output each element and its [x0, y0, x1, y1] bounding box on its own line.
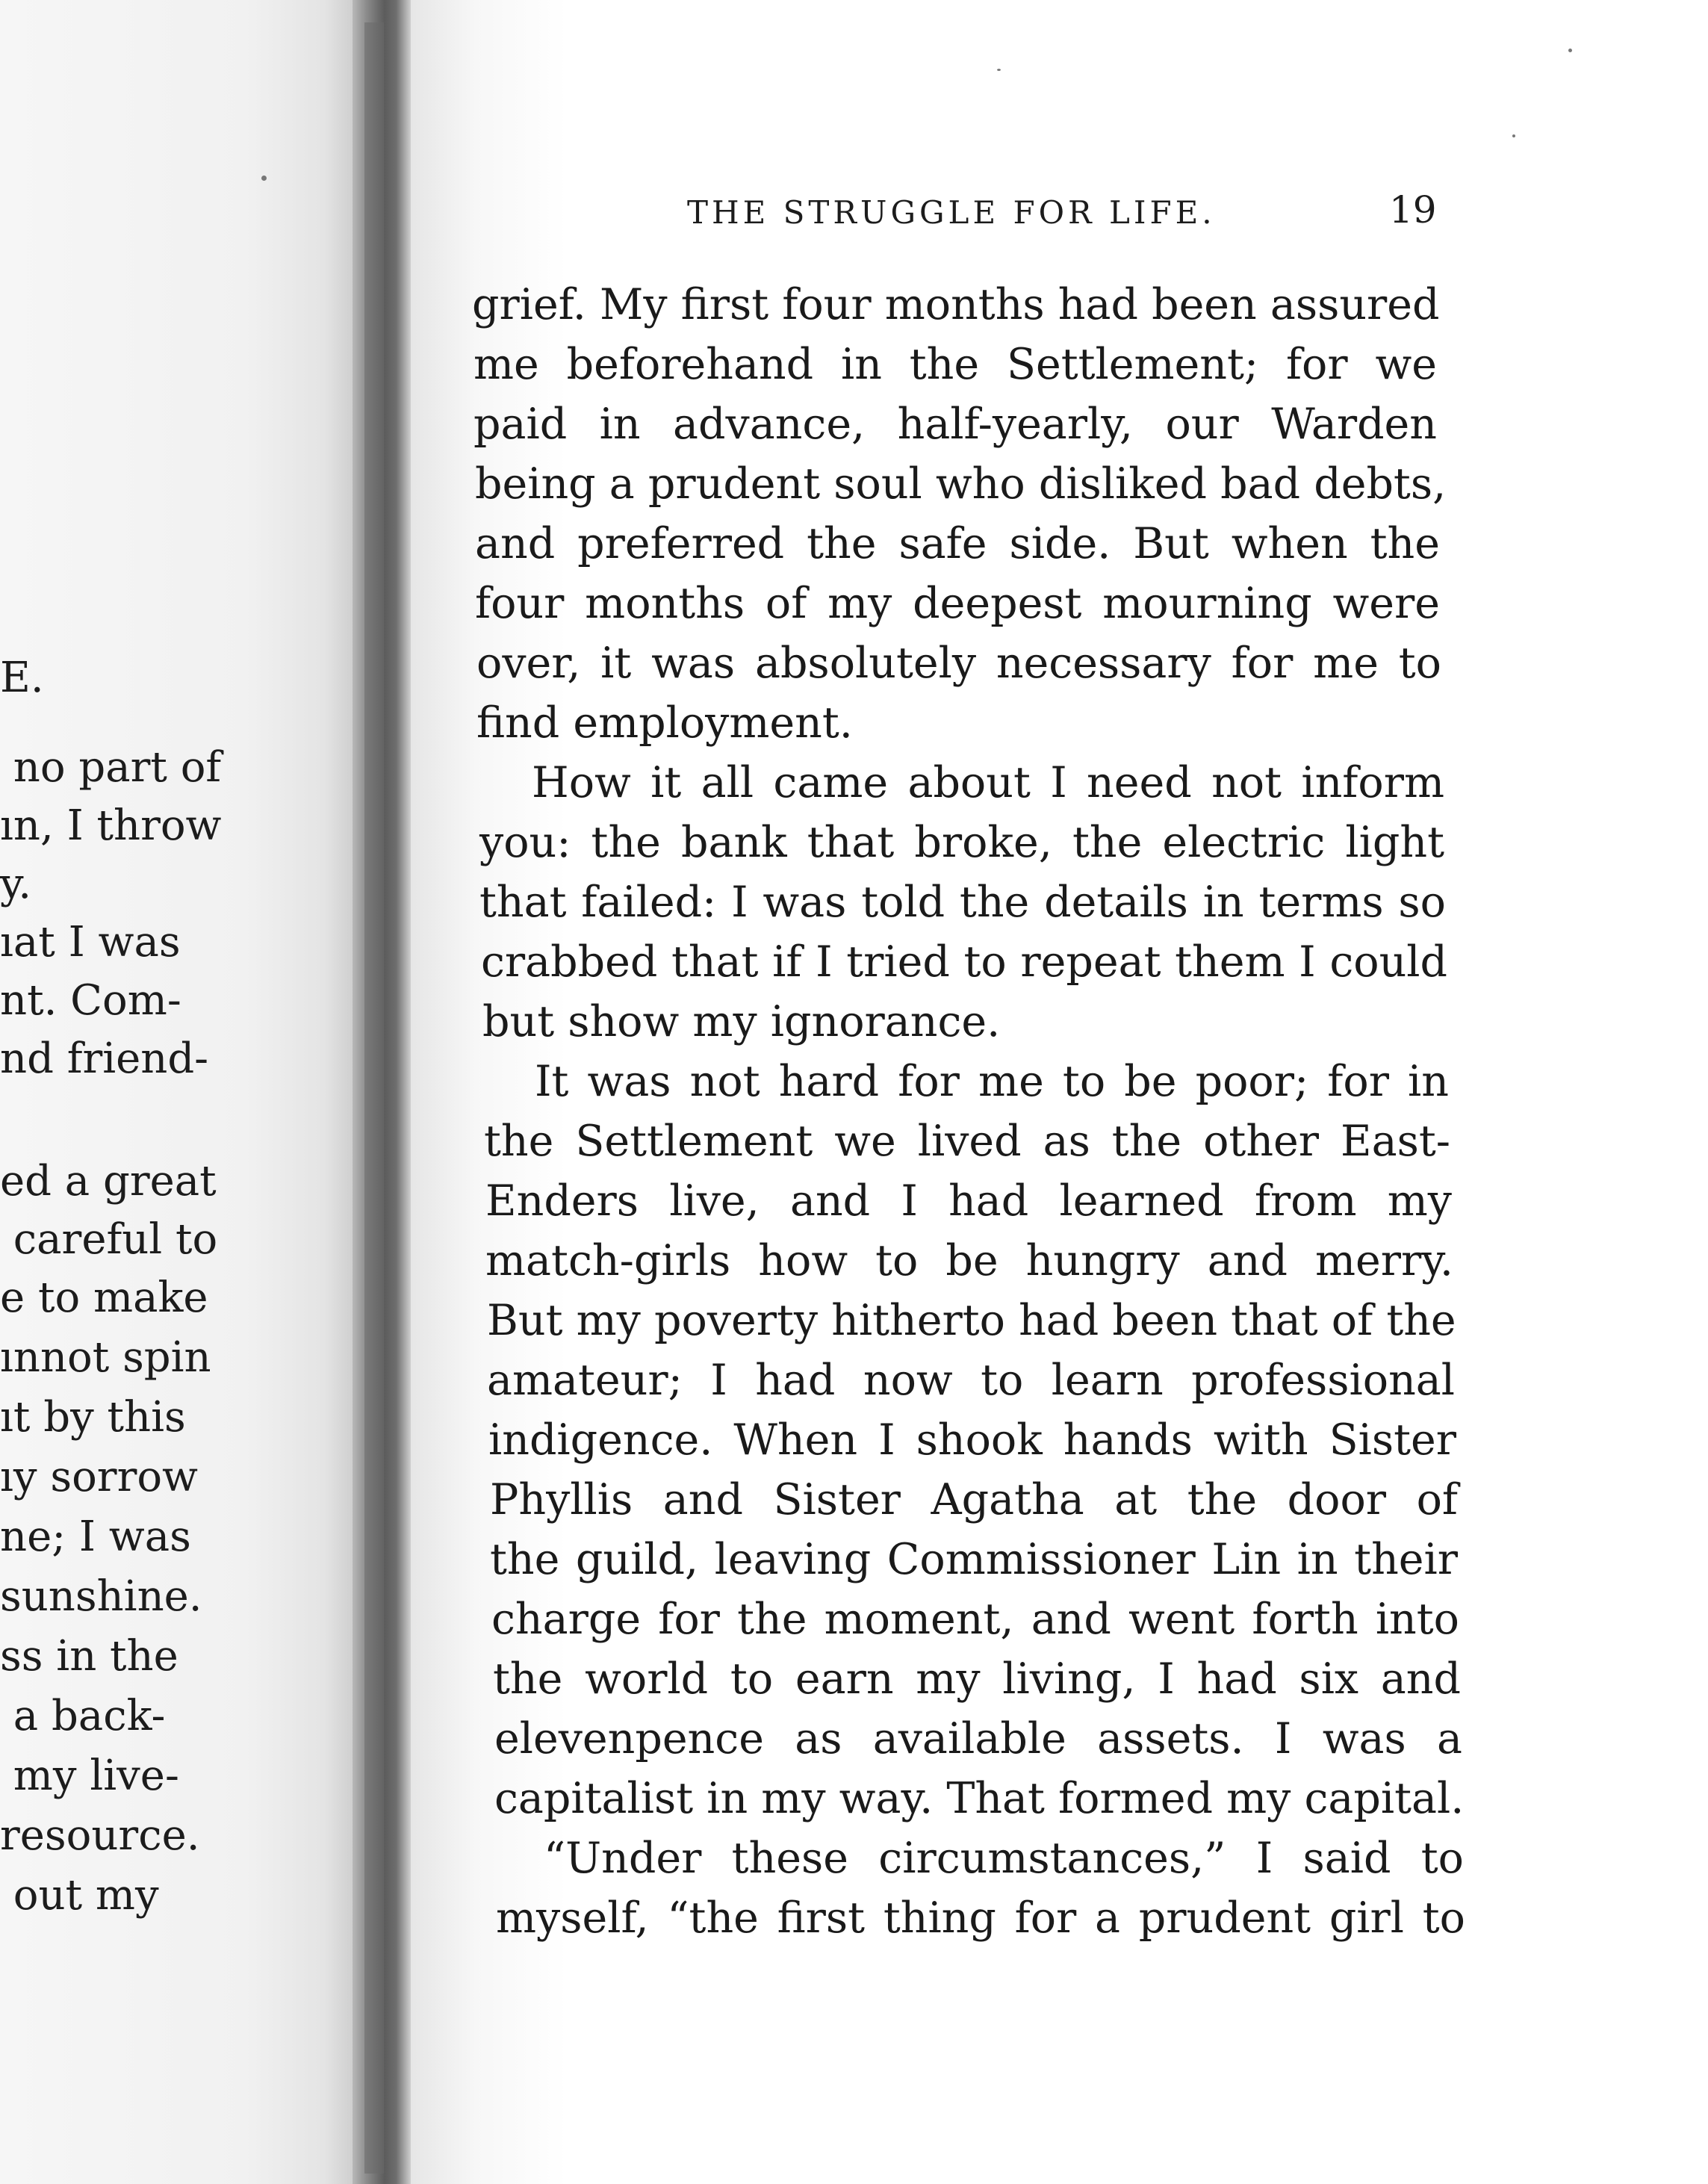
text-line: myself, “the first thing for a prudent girl to: [496, 1893, 1465, 1943]
left-page-line: ed a great: [0, 1157, 217, 1206]
text-line: me beforehand in the Settlement; for we: [473, 340, 1437, 389]
text-line: and preferred the safe side. But when the: [475, 519, 1440, 568]
left-page-line: ıat I was: [0, 918, 181, 967]
text-line: paid in advance, half-yearly, our Warden: [473, 400, 1437, 449]
left-facing-page: [0, 0, 353, 2184]
text-line: “Under these circumstances,” I said to: [544, 1834, 1464, 1883]
page-edge-strip: [364, 22, 384, 2174]
text-line: It was not hard for me to be poor; for in: [535, 1057, 1449, 1106]
text-line: grief. My first four months had been assured: [472, 280, 1440, 329]
left-page-line: sunshine.: [0, 1572, 202, 1621]
text-line: the Settlement we lived as the other East-: [484, 1117, 1450, 1166]
left-page-line: e to make: [0, 1274, 208, 1322]
left-page-line: ın, I throw: [0, 801, 222, 850]
left-page-line: nt. Com-: [0, 976, 181, 1025]
text-line: crabbed that if I tried to repeat them I could: [481, 937, 1447, 987]
text-line: find employment.: [476, 698, 853, 748]
scan-speck: [1512, 134, 1515, 137]
text-line: the world to earn my living, I had six and: [493, 1654, 1461, 1704]
left-page-line: a back-: [0, 1692, 166, 1740]
scan-speck: [997, 69, 1001, 71]
left-page-line: resource.: [0, 1811, 200, 1860]
text-line: being a prudent soul who disliked bad debts,: [475, 459, 1447, 509]
text-line: that failed: I was told the details in terms so: [479, 878, 1446, 927]
text-line: How it all came about I need not inform: [532, 758, 1444, 807]
page-number: 19: [1389, 188, 1437, 232]
left-page-line: nd friend-: [0, 1034, 209, 1083]
text-line: Phyllis and Sister Agatha at the door of: [490, 1475, 1458, 1524]
text-line: Enders live, and I had learned from my: [485, 1176, 1452, 1226]
left-page-line: ss in the: [0, 1632, 178, 1681]
text-line: capitalist in my way. That formed my capital.: [494, 1774, 1465, 1823]
text-line: over, it was absolutely necessary for me to: [476, 639, 1441, 688]
text-line: amateur; I had now to learn professional: [487, 1356, 1455, 1405]
left-page-line: ıy sorrow: [0, 1453, 198, 1501]
text-line: charge for the moment, and went forth into: [491, 1595, 1459, 1644]
left-page-line: my live-: [0, 1752, 179, 1800]
left-page-line: careful to: [0, 1215, 218, 1264]
left-page-line: ne; I was: [0, 1513, 191, 1561]
text-line: the guild, leaving Commissioner Lin in their: [490, 1535, 1458, 1584]
running-head: THE STRUGGLE FOR LIFE.: [687, 194, 1216, 231]
left-page-line: ınnot spin: [0, 1333, 211, 1382]
text-line: But my poverty hitherto had been that of the: [487, 1296, 1456, 1345]
text-line: you: the bank that broke, the electric light: [479, 818, 1444, 867]
scan-speck: [261, 176, 267, 181]
left-page-line: ıt by this: [0, 1393, 186, 1442]
left-page-line: y.: [0, 860, 31, 908]
text-line: but show my ignorance.: [482, 997, 1001, 1046]
left-page-line: E.: [0, 654, 44, 702]
scan-speck: [1568, 49, 1572, 52]
text-line: elevenpence as available assets. I was a: [494, 1714, 1462, 1763]
left-page-line: out my: [0, 1871, 159, 1920]
text-line: four months of my deepest mourning were: [475, 579, 1440, 628]
text-line: indigence. When I shook hands with Sister: [488, 1415, 1456, 1465]
text-line: match-girls how to be hungry and merry.: [485, 1236, 1453, 1285]
left-page-line: ̃ no part of: [0, 743, 222, 792]
